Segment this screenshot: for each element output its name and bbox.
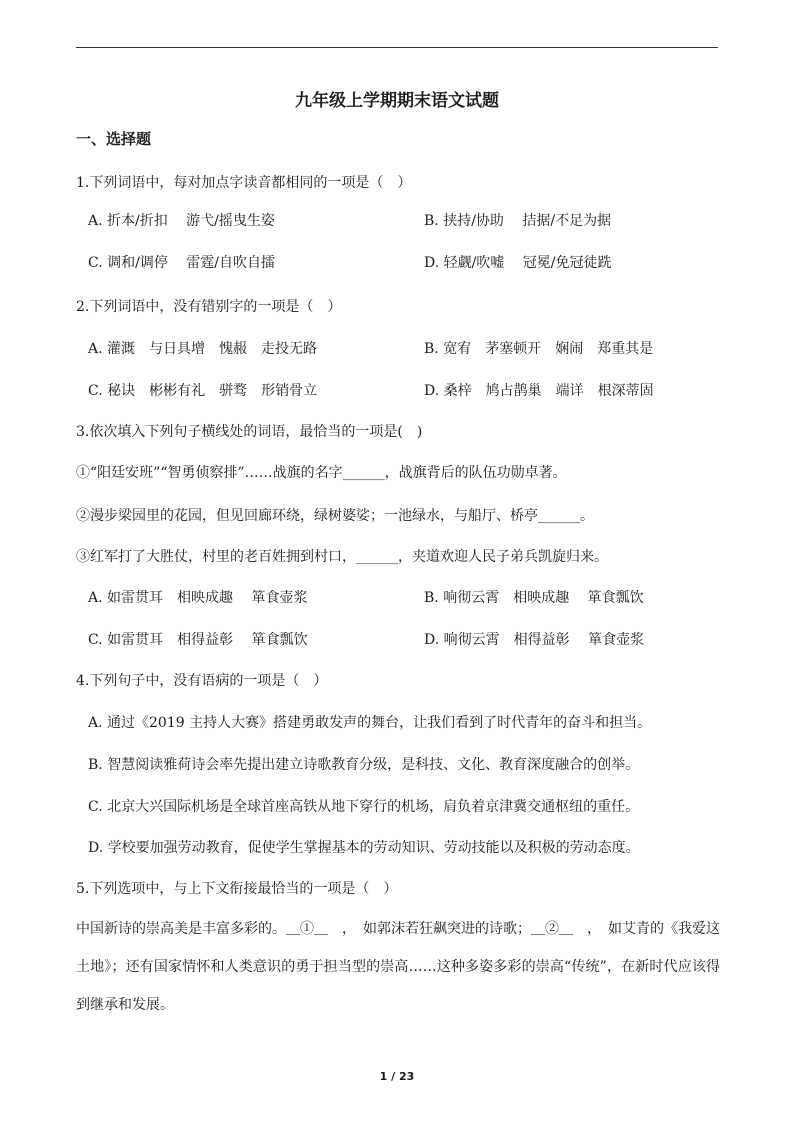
question-1-option-b[interactable]: B. 挟持/协助 拮据/不足为据 [424, 213, 612, 229]
question-2-option-a[interactable]: A. 灌溉 与日具增 愧赧 走投无路 [88, 341, 318, 357]
question-2-option-c[interactable]: C. 秘诀 彬彬有礼 骈骛 形销骨立 [88, 383, 318, 399]
question-3-option-b[interactable]: B. 响彻云霄 相映成趣 箪食瓢饮 [424, 590, 644, 606]
question-1-option-a[interactable]: A. 折本/折扣 游弋/摇曳生姿 [88, 213, 275, 229]
question-4-option-d[interactable]: D. 学校要加强劳动教育，促使学生掌握基本的劳动知识、劳动技能以及积极的劳动态度。 [88, 840, 640, 856]
question-3-stem: 3.依次填入下列句子横线处的词语，最恰当的一项是( ) [76, 424, 423, 440]
question-1-option-d[interactable]: D. 轻觑/吹嘘 冠冕/免冠徒跣 [424, 255, 612, 271]
question-3-sentence-1: ①“阳廷安班”“智勇侦察排”……战旗的名字______，战旗背后的队伍功勋卓著。 [76, 465, 567, 481]
question-5-passage: 中国新诗的崇高美是丰富多彩的。＿①＿ ， 如郭沫若狂飙突进的诗歌；＿②＿ ， 如艾青的《我爱这土地》；还有国家情怀和人类意识的勇于担当型的崇高……这种多姿多彩的崇高“传统”，在新时代应该得到继承和发展。 [76, 921, 720, 1013]
page-number: 1 / 23 [379, 1070, 415, 1083]
question-1-stem: 1.下列词语中，每对加点字读音都相同的一项是（ ） [76, 175, 412, 191]
question-4-option-a[interactable]: A. 通过《2019 主持人大赛》搭建勇敢发声的舞台，让我们看到了时代青年的奋斗和担当。 [88, 715, 652, 731]
question-2-option-b[interactable]: B. 宽宥 茅塞顿开 娴闹 郑重其是 [424, 341, 654, 357]
question-4-option-c[interactable]: C. 北京大兴国际机场是全球首座高铁从地下穿行的机场，肩负着京津冀交通枢纽的重任。 [88, 799, 640, 815]
question-3-option-c[interactable]: C. 如雷贯耳 相得益彰 箪食瓢饮 [88, 632, 308, 648]
question-4-option-b[interactable]: B. 智慧阅读雅荷诗会率先提出建立诗歌教育分级，是科技、文化、教育深度融合的创举。 [88, 757, 640, 773]
question-4-stem: 4.下列句子中，没有语病的一项是（ ） [76, 673, 328, 689]
question-3-sentence-2: ②漫步梁园里的花园，但见回廊环绕，绿树婆娑；一池绿水，与船厅、桥亭______。 [76, 508, 594, 524]
question-1-option-c[interactable]: C. 调和/调停 雷霆/自吹自擂 [88, 255, 275, 271]
question-5-stem: 5.下列选项中，与上下文衔接最恰当的一项是（ ） [76, 881, 398, 897]
header-rule [76, 47, 718, 48]
page-title: 九年级上学期期末语文试题 [295, 91, 499, 111]
question-3-option-d[interactable]: D. 响彻云霄 相得益彰 箪食壶浆 [424, 632, 645, 648]
question-2-option-d[interactable]: D. 桑梓 鸠占鹊巢 端详 根深蒂固 [424, 383, 654, 399]
question-3-option-a[interactable]: A. 如雷贯耳 相映成趣 箪食壶浆 [88, 590, 308, 606]
question-3-sentence-3: ③红军打了大胜仗，村里的老百姓拥到村口，______，夹道欢迎人民子弟兵凯旋归来。 [76, 549, 608, 565]
section-heading: 一、选择题 [76, 130, 152, 148]
question-2-stem: 2.下列词语中，没有错别字的一项是（ ） [76, 299, 342, 315]
